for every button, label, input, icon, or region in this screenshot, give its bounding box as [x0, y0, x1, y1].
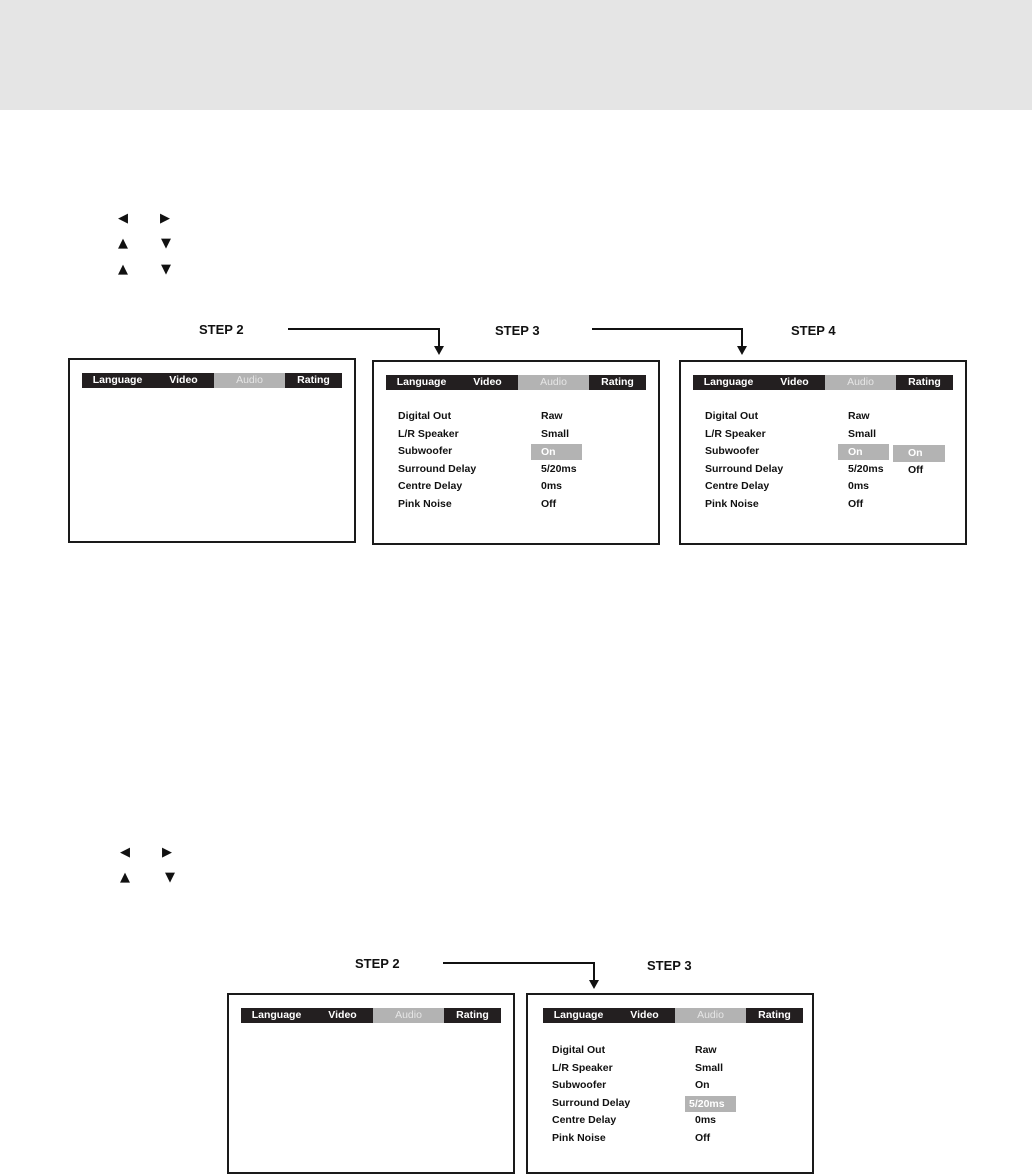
setting-row-lr-speaker[interactable]: [552, 1061, 802, 1079]
setting-row-centre-delay[interactable]: [398, 479, 648, 497]
setting-row-lr-speaker[interactable]: [705, 427, 955, 445]
setting-label: L/R Speaker: [398, 427, 459, 440]
setting-value: Off: [541, 497, 557, 510]
setting-row-digital-out[interactable]: [552, 1043, 802, 1061]
down-arrow-icon: ▼: [161, 262, 171, 277]
subwoofer-options-popup: [893, 445, 945, 479]
setup-screen-step4: [679, 360, 967, 545]
setting-label: Centre Delay: [552, 1114, 617, 1127]
tab-rating[interactable]: Rating: [589, 375, 646, 390]
up-arrow-icon: ▲: [120, 870, 130, 885]
setting-row-centre-delay[interactable]: [705, 479, 955, 497]
tab-rating[interactable]: Rating: [444, 1008, 501, 1023]
connector-line: [438, 328, 440, 346]
tab-audio[interactable]: Audio: [675, 1008, 746, 1023]
setting-row-digital-out[interactable]: [398, 409, 648, 427]
option-off[interactable]: Off: [908, 464, 924, 476]
setting-value: Raw: [848, 410, 870, 422]
setting-row-pink-noise[interactable]: [705, 497, 955, 515]
left-arrow-icon: ◀: [118, 211, 128, 226]
tab-video[interactable]: Video: [312, 1008, 373, 1023]
setting-row-subwoofer[interactable]: [398, 444, 648, 462]
tab-audio[interactable]: Audio: [518, 375, 589, 390]
setting-row-pink-noise[interactable]: [552, 1131, 802, 1149]
up-arrow-icon: ▲: [118, 262, 128, 277]
setting-value-highlighted[interactable]: On: [838, 444, 889, 460]
setting-label: Centre Delay: [705, 480, 770, 493]
setup-tab-bar: [693, 375, 953, 390]
step-4-label: STEP 4: [791, 323, 836, 338]
step-3-label: STEP 3: [495, 323, 540, 338]
setting-value: Raw: [695, 1044, 717, 1056]
tab-rating[interactable]: Rating: [285, 373, 342, 388]
connector-line: [593, 962, 595, 980]
tab-audio[interactable]: Audio: [825, 375, 896, 390]
setting-value: Raw: [541, 410, 563, 422]
setup-tab-bar: [543, 1008, 803, 1023]
setting-row-centre-delay[interactable]: [552, 1113, 802, 1131]
tab-language[interactable]: Language: [386, 375, 457, 390]
setting-value: Small: [848, 427, 877, 440]
setting-label: Subwoofer: [398, 445, 453, 458]
setup-tab-bar: [241, 1008, 501, 1023]
tab-rating[interactable]: Rating: [896, 375, 953, 390]
right-arrow-icon: ▶: [162, 845, 172, 860]
connector-line: [443, 962, 595, 964]
setting-label: Subwoofer: [705, 445, 760, 458]
audio-settings-list: [552, 1043, 802, 1149]
tab-video[interactable]: Video: [614, 1008, 675, 1023]
setting-label: Pink Noise: [398, 497, 452, 510]
connector-line: [741, 328, 743, 346]
setting-label: Digital Out: [398, 410, 452, 422]
setup-tab-bar: [82, 373, 342, 388]
setting-label: Pink Noise: [552, 1131, 606, 1144]
setting-label: Surround Delay: [552, 1096, 631, 1109]
setup-screen-step3: [372, 360, 660, 545]
setting-label: Pink Noise: [705, 497, 759, 510]
tab-language[interactable]: Language: [241, 1008, 312, 1023]
setting-value-highlighted[interactable]: On: [531, 444, 582, 460]
setting-value: 0ms: [848, 480, 870, 493]
step-2-label: STEP 2: [199, 322, 244, 337]
setting-row-lr-speaker[interactable]: [398, 427, 648, 445]
setup-screen-step3: [526, 993, 814, 1174]
right-arrow-icon: ▶: [160, 211, 170, 226]
setup-screen-step2: [227, 993, 515, 1174]
setting-value: 5/20ms: [541, 462, 577, 475]
option-on[interactable]: On: [893, 445, 945, 462]
setting-label: Digital Out: [552, 1044, 606, 1056]
setting-row-pink-noise[interactable]: [398, 497, 648, 515]
setting-label: L/R Speaker: [552, 1061, 613, 1074]
setting-row-digital-out[interactable]: [705, 409, 955, 427]
setting-value: On: [695, 1079, 710, 1092]
down-arrowhead-icon: [737, 346, 747, 355]
setting-label: L/R Speaker: [705, 427, 766, 440]
tab-audio[interactable]: Audio: [373, 1008, 444, 1023]
left-arrow-icon: ◀: [120, 845, 130, 860]
connector-line: [288, 328, 440, 330]
setting-label: Centre Delay: [398, 480, 463, 493]
setup-tab-bar: [386, 375, 646, 390]
setting-label: Digital Out: [705, 410, 759, 422]
setting-value: 0ms: [695, 1114, 717, 1127]
setting-value: Off: [695, 1131, 711, 1144]
setup-screen-step2: [68, 358, 356, 543]
tab-video[interactable]: Video: [764, 375, 825, 390]
down-arrowhead-icon: [434, 346, 444, 355]
setting-value: Small: [541, 427, 570, 440]
tab-language[interactable]: Language: [693, 375, 764, 390]
setting-value-highlighted[interactable]: 5/20ms: [685, 1096, 736, 1112]
step-3-label: STEP 3: [647, 958, 692, 973]
setting-value: 0ms: [541, 480, 563, 493]
setting-label: Surround Delay: [705, 462, 784, 475]
setting-row-subwoofer[interactable]: [552, 1078, 802, 1096]
down-arrowhead-icon: [589, 980, 599, 989]
setting-label: Subwoofer: [552, 1079, 607, 1092]
setting-row-surround-delay[interactable]: [398, 462, 648, 480]
setting-value: 5/20ms: [848, 462, 884, 475]
down-arrow-icon: ▼: [165, 870, 175, 885]
connector-line: [592, 328, 743, 330]
tab-language[interactable]: Language: [543, 1008, 614, 1023]
setting-value: Off: [848, 497, 864, 510]
tab-video[interactable]: Video: [457, 375, 518, 390]
audio-settings-list: [398, 409, 648, 515]
tab-rating[interactable]: Rating: [746, 1008, 803, 1023]
tab-language[interactable]: Language: [82, 373, 153, 388]
tab-video[interactable]: Video: [153, 373, 214, 388]
tab-audio[interactable]: Audio: [214, 373, 285, 388]
setting-row-surround-delay[interactable]: [552, 1096, 802, 1114]
down-arrow-icon: ▼: [161, 236, 171, 251]
up-arrow-icon: ▲: [118, 236, 128, 251]
setting-label: Surround Delay: [398, 462, 477, 475]
step-2-label: STEP 2: [355, 956, 400, 971]
header-band: [0, 0, 1032, 110]
setting-value: Small: [695, 1061, 724, 1074]
